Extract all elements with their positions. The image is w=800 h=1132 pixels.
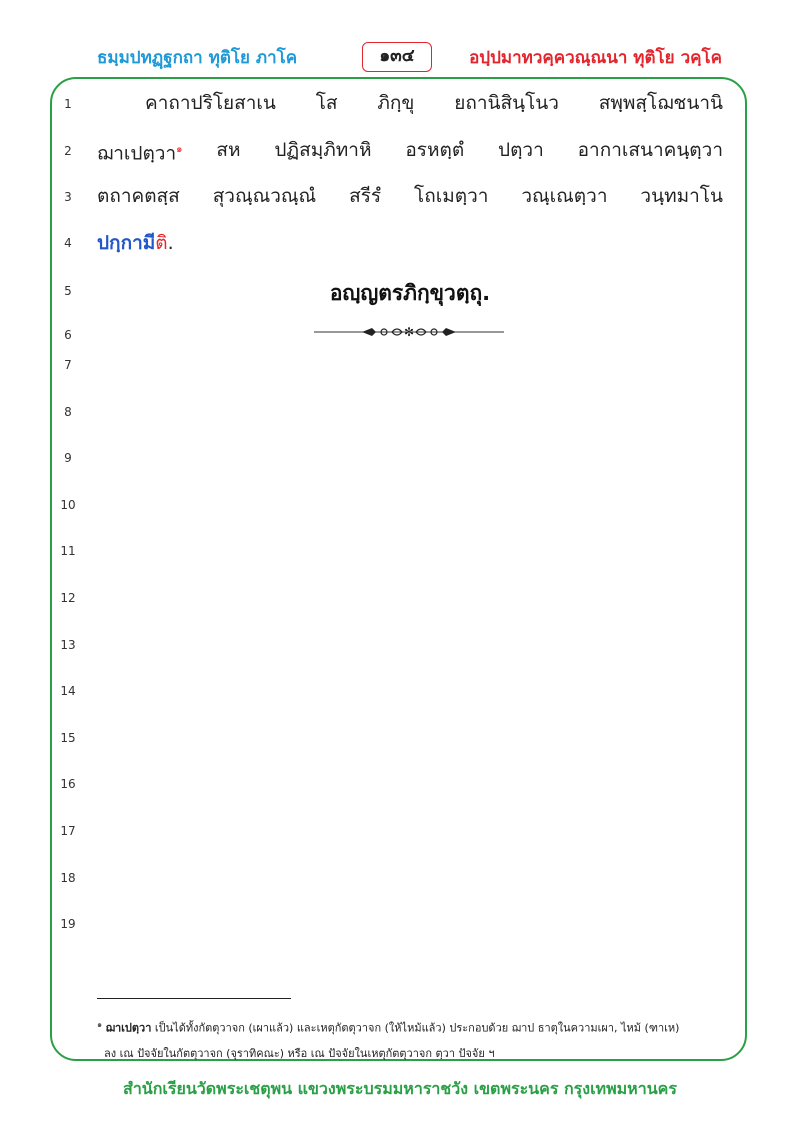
- word: สุวณฺณวณฺณํ: [212, 185, 317, 207]
- line-number: 4: [64, 236, 72, 250]
- word: โส: [315, 92, 338, 114]
- header-chapter-title: อปฺปมาทวคฺควณฺณนา ทุติโย วคฺโค: [469, 48, 722, 68]
- ornament-divider: [314, 322, 504, 342]
- line-number: 11: [60, 544, 76, 558]
- word: วนฺทมาโน: [640, 185, 723, 207]
- footnote-line-2: ลง เณ ปัจจัยในกัตตุวาจก (จุราทิคณะ) หรือ เณ ปัจจัยในเหตุกัตตุวาจก ตฺวา ปัจจัย ฯ: [104, 1047, 495, 1060]
- footnote-text: เป็นได้ทั้งกัตตุวาจก (เผาแล้ว) และเหตุกัตตุวาจก (ให้ไหม้แล้ว) ประกอบด้วย ฌาป ธาตุในความเผา, ไหม้ (ฑาเห): [154, 1021, 680, 1035]
- line-number: 8: [64, 405, 72, 419]
- page-number: ๑๓๔: [362, 42, 432, 72]
- period: .: [167, 232, 174, 254]
- line-number: 15: [60, 731, 76, 745]
- text-line-4: [97, 231, 723, 255]
- line-number: 18: [60, 871, 76, 885]
- word: สห: [216, 139, 241, 161]
- line-number: 9: [64, 451, 72, 465]
- line-number: 19: [60, 917, 76, 931]
- line-number: 6: [64, 328, 72, 342]
- header-book-title: ธมฺมปทฏฺฐกถา ทุติโย ภาโค: [97, 48, 298, 68]
- word: สรีรํ: [349, 185, 382, 207]
- word: ปฏิสมฺภิทาหิ: [274, 139, 372, 161]
- word: ยถานิสินฺโนว: [454, 92, 559, 114]
- text-line-2: [97, 138, 723, 165]
- word: ภิกฺขุ: [377, 92, 415, 114]
- line-number: 16: [60, 777, 76, 791]
- page-frame: [50, 77, 747, 1061]
- line-number: 3: [64, 190, 72, 204]
- word: คาถาปริโยสาเน: [145, 92, 276, 114]
- word: ตถาคตสฺส: [97, 185, 180, 207]
- footnote-line-1: [97, 1018, 679, 1037]
- page-footer: สำนักเรียนวัดพระเชตุพน แขวงพระบรมมหาราชวัง เขตพระนคร กรุงเทพมหานคร: [123, 1079, 677, 1098]
- svg-text:✻: ✻: [403, 325, 415, 339]
- word-with-footnote: ฌาเปตฺวา$^๑$: [97, 142, 183, 165]
- word: สพฺพสฺโฌชนานิ: [598, 92, 723, 114]
- footnote-marker: ๑: [97, 1020, 103, 1029]
- line-number: 12: [60, 591, 76, 605]
- word: ปตฺวา: [498, 139, 544, 161]
- word: อากาเสนาคนฺตฺวา: [577, 139, 723, 161]
- word: อรหตฺตํ: [405, 139, 465, 161]
- line-number: 2: [64, 144, 72, 158]
- line-number: 17: [60, 824, 76, 838]
- footnote-term: ฌาเปตฺวา: [105, 1021, 152, 1035]
- emphasis-word: ปกฺกามี: [97, 232, 156, 254]
- section-title: อญฺญตรภิกฺขุวตฺถุ.: [329, 281, 491, 305]
- line-number: 1: [64, 97, 72, 111]
- word: วณฺเณตฺวา: [521, 185, 608, 207]
- text-line-1: [97, 91, 723, 115]
- line-number: 7: [64, 358, 72, 372]
- line-number: 5: [64, 284, 72, 298]
- text-line-3: [97, 184, 723, 208]
- footnote-rule: [97, 998, 291, 999]
- word: โถเมตฺวา: [414, 185, 489, 207]
- line-number: 10: [60, 498, 76, 512]
- footnote-marker: ๑: [176, 144, 183, 155]
- line-number: 13: [60, 638, 76, 652]
- line-number: 14: [60, 684, 76, 698]
- emphasis-suffix: ติ: [155, 232, 168, 254]
